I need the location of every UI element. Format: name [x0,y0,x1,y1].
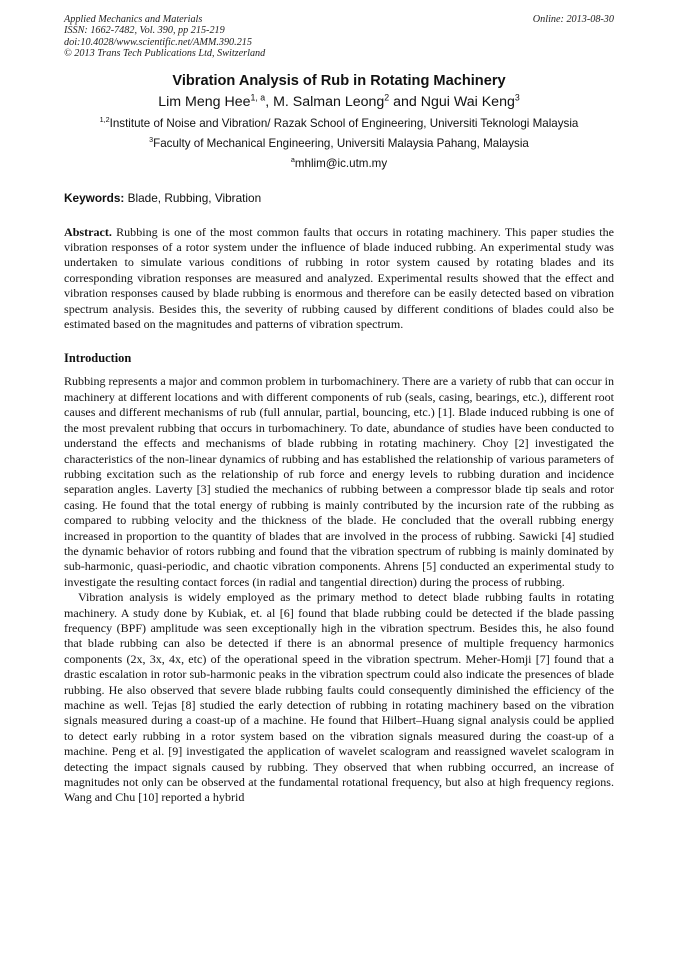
author-superscript: 1, a [250,91,266,102]
keywords-label: Keywords: [64,190,125,205]
keywords-line [64,191,614,205]
abstract-label: Abstract. [64,224,112,239]
body-paragraph: Rubbing represents a major and common problem in turbomachinery. There are a variety of rubb that can occur in machinery at different locations and with different components of rub (seals, casing, bearings, etc.), different root causes and different mechanisms of rub (full annular, partial, bouncing, etc.) [1]. Blade induced rubbing is one of the most prevalent rubbing that occurs in turbomachinery. To date, abundance of studies have been conducted to understand the effects and mechanisms of blade rubbing in rotating machinery. Choy [2] investigated the characteristics of the non-linear dynamics of rubbing and has established the relationship of various parameters of rubbing excitation such as the relationship of rub force and energy levels to rubbing duration and incidence separation angles. Laverty [3] studied the mechanics of rubbing between a compressor blade tip seals and rotor casing. He found that the total energy of rubbing is mainly contributed by the incursion rate of the rubbing as compared to rubbing velocity and the thickness of the blade. He concluded that the overall rubbing energy increased in proportion to the quantity of blades that are involved in the process of rubbing. Sawicki [4] studied the dynamic behavior of rotors rubbing and found that the vibration spectrum of rubbing is mainly dominated by sub-harmonic, quasi-periodic, and chaotic vibration components. Ahrens [5] conducted an experimental study to investigate the resulting contact forces (in radial and tangential direction) during the process of rubbing. [64,374,614,589]
affiliation [64,134,614,150]
body-paragraph: Vibration analysis is widely employed as the primary method to detect blade rubbing faults in rotating machinery. A study done by Kubiak, et. al [6] found that blade rubbing could be detected if the blade passing frequency (BPF) amplitude was seen exceptionally high in the vibration spectrum. Besides this, he also found that blade rubbing can also be detected if there is an abnormal presence of multiple frequency harmonics components (2x, 3x, 4x, etc) of the operational speed in the vibration spectrum. Meher-Homji [7] found that a drastic escalation in rotor sub-harmonic peaks in the vibration spectrum could also indicate the presences of blade rubbing. He also observed that severe blade rubbing faults could consequently diminished the efficiency of the machine as well. Tejas [8] studied the early detection of rubbing in rotating machinery based on the vibration signals measured during a coast-up of a machine. He found that Hilbert–Huang signal analysis could be applied to detect early rubbing in a rotor system based on the vibration signals measured during the coast-up of a machine. Peng et al. [9] investigated the application of wavelet scalogram and reassigned wavelet scalogram in detecting the impact signals caused by rubbing. They observed that when rubbing occurred, an increase of magnitudes not only can be observed at the fundamental rotational frequency, but also at high frequency regions. Wang and Chu [10] reported a hybrid [64,590,614,805]
author-list [64,91,614,110]
abstract-text: Rubbing is one of the most common faults that occurs in rotating machinery. This paper studies the vibration responses of a rotor system under the influence of blade induced rubbing. An experimental study was undertaken to simulate various conditions of rubbing in rotor system caused by rotating blades and its corresponding vibration responses are measured and analyzed. Experimental results showed that the effect and vibration responses caused by blade rubbing is enormous and therefore can be easily detected based on vibration spectrum analysis. Besides this, the severity of rubbing caused by different conditions of blades could also be estimated based on the magnitudes and patterns of vibration spectrum. [64,224,614,332]
affiliation-superscript: 3 [149,134,154,144]
affiliation-text: Institute of Noise and Vibration/ Razak School of Engineering, Universiti Teknologi Malaysia [109,116,579,130]
author-superscript: 3 [514,91,520,102]
author-separator: and [389,93,421,110]
email-superscript: a [290,154,295,164]
author-name: Ngui Wai Keng [420,93,515,110]
author-name: M. Salman Leong [273,93,385,110]
keywords-text: Blade, Rubbing, Vibration [124,190,262,205]
affiliation-text: Faculty of Mechanical Engineering, Universiti Malaysia Pahang, Malaysia [153,136,529,150]
online-date: Online: 2013-08-30 [532,14,614,25]
journal-header [64,14,614,60]
paper-page [64,14,614,806]
email-line [64,154,614,170]
paper-title: Vibration Analysis of Rub in Rotating Machinery [172,72,506,89]
affiliation-superscript: 1,2 [99,114,110,124]
issn-line: ISSN: 1662-7482, Vol. 390, pp 215-219 [64,25,225,37]
email-link[interactable]: mhlim@ic.utm.my [294,156,388,170]
author-separator: , [265,93,274,110]
author-superscript: 2 [384,91,390,102]
doi-line: doi:10.4028/www.scientific.net/AMM.390.215 [64,36,252,48]
journal-name: Applied Mechanics and Materials [64,14,203,25]
author-name: Lim Meng Hee [158,93,251,110]
abstract-paragraph [64,225,614,333]
affiliation [64,114,614,130]
copyright-line: © 2013 Trans Tech Publications Ltd, Switzerland [64,48,266,60]
section-heading-introduction: Introduction [64,351,132,366]
